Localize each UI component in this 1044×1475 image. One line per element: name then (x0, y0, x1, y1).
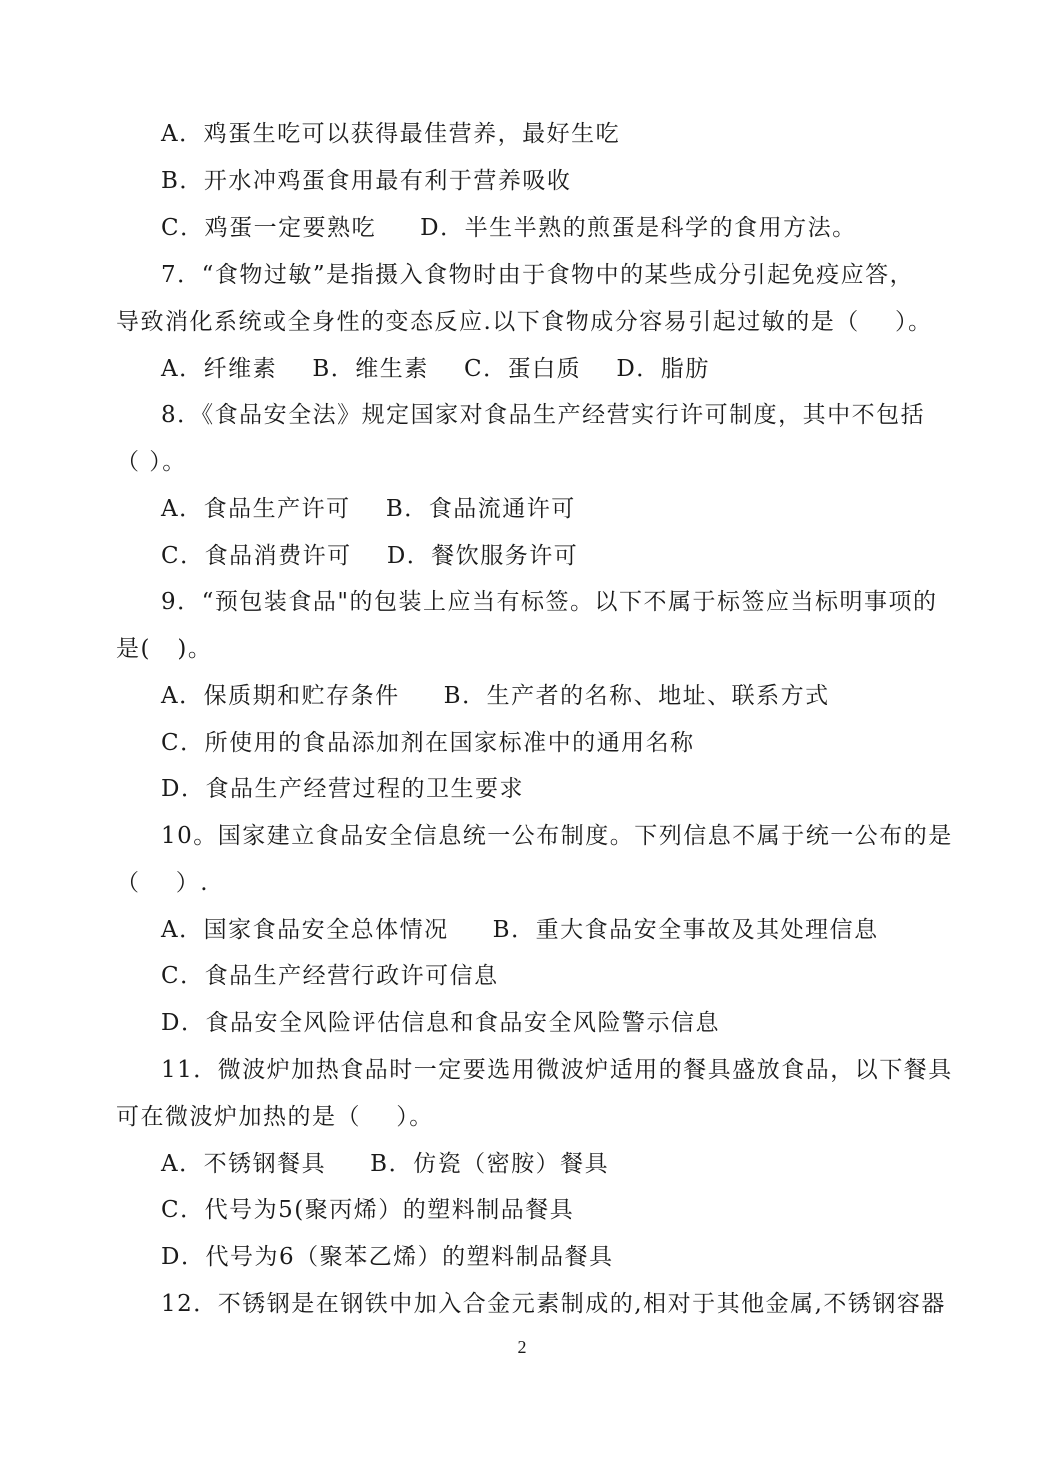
option-line-q8-c-d: C．食品消费许可 D．餐饮服务许可 (161, 543, 579, 569)
option-line-q11-a-b: A．不锈钢餐具 B．仿瓷（密胺）餐具 (161, 1151, 610, 1177)
option-line-q9-c: C．所使用的食品添加剂在国家标准中的通用名称 (161, 730, 695, 756)
question-9-stem-continued: 是( )。 (116, 636, 213, 662)
question-8-stem: 8．《食品安全法》规定国家对食品生产经营实行许可制度，其中不包括 (161, 402, 926, 428)
option-line-q8-a-b: A．食品生产许可 B．食品流通许可 (161, 496, 576, 522)
option-line-q10-d: D．食品安全风险评估信息和食品安全风险警示信息 (161, 1010, 720, 1036)
option-line-q6-c-d: C．鸡蛋一定要熟吃 D．半生半熟的煎蛋是科学的食用方法。 (161, 215, 857, 241)
option-line-q10-a-b: A．国家食品安全总体情况 B．重大食品安全事故及其处理信息 (161, 917, 879, 943)
option-line-q10-c: C．食品生产经营行政许可信息 (161, 963, 499, 989)
option-line-q7: A．纤维素 B．维生素 C．蛋白质 D．脂肪 (161, 356, 710, 382)
option-line-q6-b: B．开水冲鸡蛋食用最有利于营养吸收 (161, 168, 572, 194)
question-7-stem: 7．“食物过敏”是指摄入食物时由于食物中的某些成分引起免疫应答， (161, 262, 915, 288)
option-line-q11-c: C．代号为5(聚丙烯）的塑料制品餐具 (161, 1197, 575, 1223)
page-number: 2 (517, 1337, 527, 1357)
question-11-stem: 11．微波炉加热食品时一定要选用微波炉适用的餐具盛放食品，以下餐具 (161, 1057, 953, 1083)
option-line-q9-a-b: A．保质期和贮存条件 B．生产者的名称、地址、联系方式 (161, 683, 830, 709)
option-line-q11-d: D．代号为6（聚苯乙烯）的塑料制品餐具 (161, 1244, 614, 1270)
question-10-stem-continued: （ ）. (116, 870, 210, 896)
question-7-stem-continued: 导致消化系统或全身性的变态反应.以下食物成分容易引起过敏的是（ ）。 (116, 309, 933, 335)
question-12-stem: 12．不锈钢是在钢铁中加入合金元素制成的,相对于其他金属,不锈钢容器 (161, 1291, 946, 1317)
question-10-stem: 10。国家建立食品安全信息统一公布制度。下列信息不属于统一公布的是 (161, 823, 953, 849)
option-line-q9-d: D．食品生产经营过程的卫生要求 (161, 776, 524, 802)
question-9-stem: 9．“预包装食品"的包装上应当有标签。以下不属于标签应当标明事项的 (161, 589, 938, 615)
question-11-stem-continued: 可在微波炉加热的是（ ）。 (116, 1104, 434, 1130)
option-line-q6-a: A．鸡蛋生吃可以获得最佳营养，最好生吃 (161, 121, 621, 147)
question-8-stem-continued: （ ）。 (116, 449, 187, 475)
